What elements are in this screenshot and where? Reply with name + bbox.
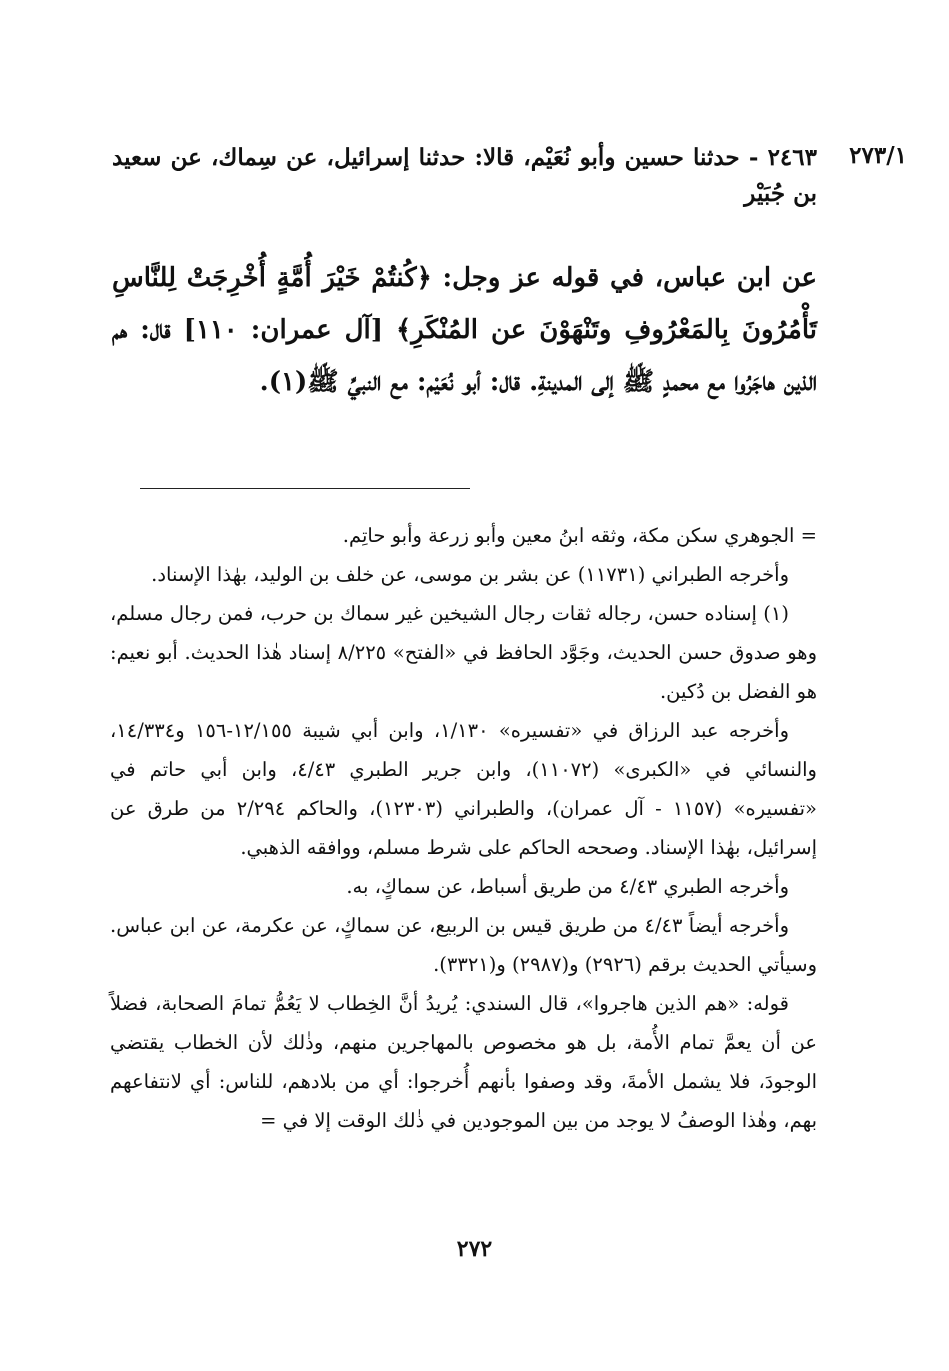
hadith-number: ٢٤٦٣ xyxy=(767,144,817,171)
footnote-paragraph: وأخرجه عبد الرزاق في «تفسيره» ١/١٣٠، وابن أبي شيبة ١٢/١٥٥-١٥٦ و١٤/٣٣٤، والنسائي في «الكبرى» (١١٠٧٢)، وابن جرير الطبري ٤/٤٣، وابن أبي حاتم في «تفسيره» (١١٥٧ - آل عمران)، والطبراني (١٢٣٠٣)، والحاكم ٢/٢٩٤ من طرق عن إسرائيل، بهٰذا الإسناد. وصححه الحاكم على شرط مسلم، ووافقه الذهبي. xyxy=(110,719,817,859)
hadith-chain-text: - حدثنا حسين وأبو نُعَيْم، قالا: حدثنا إسرائيل، عن سِماك، عن سعيد بن جُبَيْر xyxy=(112,144,817,207)
footnote-paragraph: = الجوهري سكن مكة، وثقه ابنُ معين وأبو زرعة وأبو حاتِم. xyxy=(342,524,817,547)
hadith-text: عن ابن عباس، في قوله عز وجل: ﴿كُنتُمْ خَيْرَ أُمَّةٍ أُخْرِجَتْ لِلنَّاسِ تَأْمُرُونَ بِالمَعْرُوفِ وتَنْهَوْنَ عن المُنْكَرِ﴾ [آل عمران: ١١٠] قال: هم الذين هاجَرُوا مع محمدٍ ﷺ إلى المدينةِ. قال: أبو نُعَيْم: مع النبيِّ ﷺ(١). xyxy=(112,263,818,397)
footnote-paragraph: (١) إسناده حسن، رجاله ثقات رجال الشيخين غير سماك بن حرب، فمن رجال مسلم، وهو صدوق حسن الحديث، وجَوَّد الحافظ في «الفتح» ٨/٢٢٥ إسناد هٰذا الحديث. أبو نعيم: هو الفضل بن دُكين. xyxy=(110,602,817,703)
footnote-separator xyxy=(140,488,470,489)
footnotes xyxy=(110,516,817,1140)
footnote-paragraph: وأخرجه الطبراني (١١٧٣١) عن بشر بن موسى، عن خلف بن الوليد، بهٰذا الإسناد. xyxy=(151,563,789,586)
footnote-paragraph: وأخرجه الطبري ٤/٤٣ من طريق أسباط، عن سماكٍ، به. xyxy=(346,875,789,898)
hadith-chain xyxy=(112,140,817,212)
volume-page-reference: ٢٧٣/١ xyxy=(849,142,907,169)
footnote-paragraph: وأخرجه أيضاً ٤/٤٣ من طريق قيس بن الربيع، عن سماكٍ، عن عكرمة، عن ابن عباس. وسيأتي الحديث برقم (٢٩٢٦) و(٢٩٨٧) و(٣٣٢١). xyxy=(110,914,817,976)
footnote-paragraph: قوله: «هم الذين هاجروا»، قال السندي: يُريدُ أنَّ الخِطاب لا يَعُمُّ تمامَ الصحابة، فضلاً عن أن يعمَّ تمام الأُمة، بل هو مخصوص بالمهاجرين منهم، وذٰلك لأن الخطاب يقتضي الوجودَ، فلا يشمل الأمةَ، وقد وصفوا بأنهم أُخرجوا: أي من بلادهم، للناس: أي لانتفاعهم بهم، وهٰذا الوصفُ لا يوجد من بين الموجودين في ذٰلك الوقت إلا في = xyxy=(110,992,817,1132)
page-number: ٢٧٢ xyxy=(456,1236,493,1262)
